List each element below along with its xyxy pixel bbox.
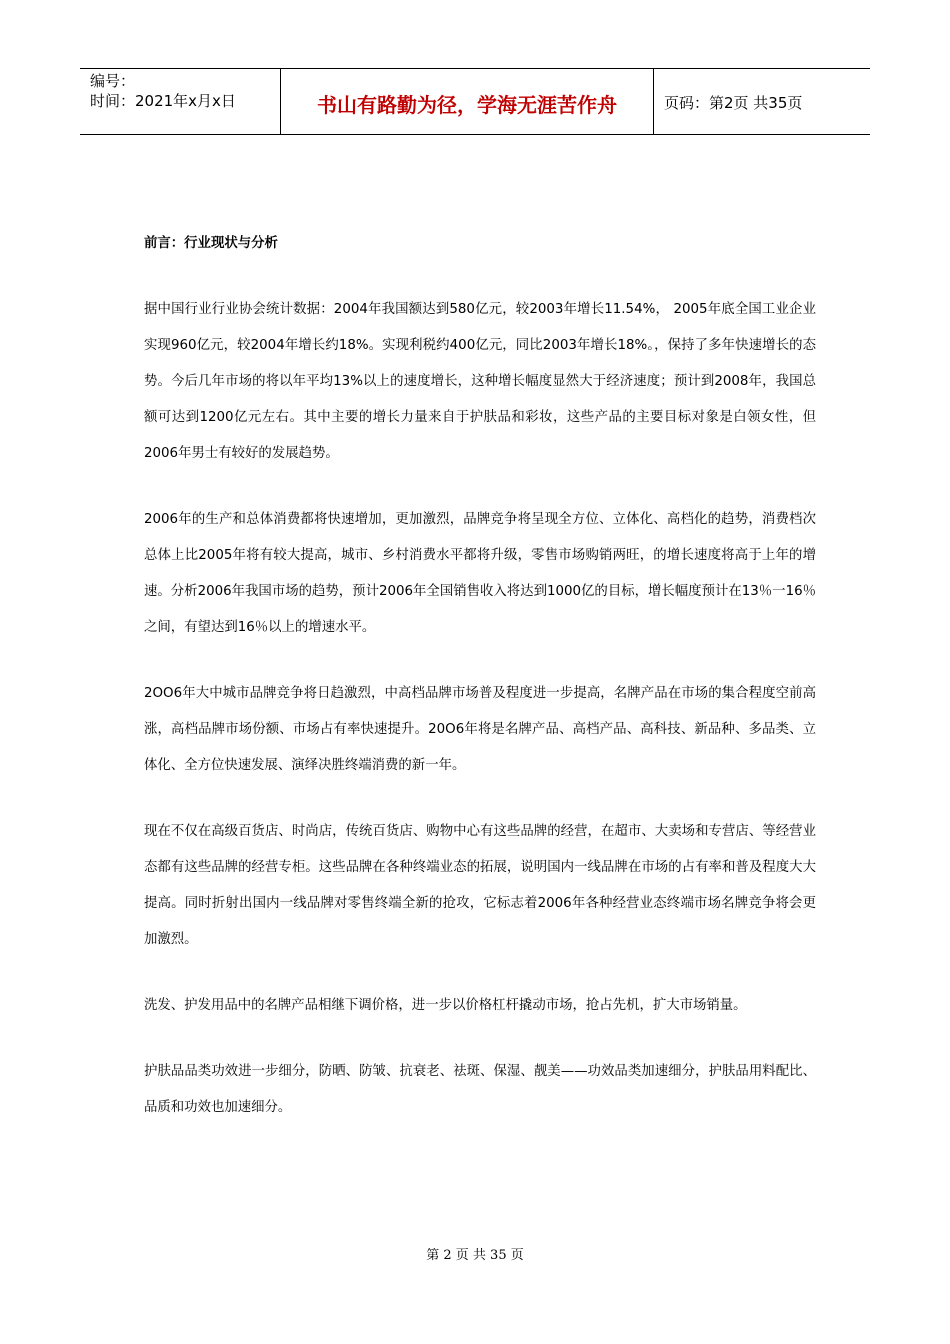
page-header	[80, 68, 870, 135]
paragraph-industry-stats: 据中国行业行业协会统计数据：2004年我国额达到580亿元，较2003年增长11.54%， 2005年底全国工业企业实现960亿元，较2004年增长约18%。实现利税约400亿元，同比2003年增长18%。，保持了多年快速增长的态势。今后几年市场的将以年平均13%以上的速度增长，这种增长幅度显然大于经济速度；预计到2008年，我国总额可达到1200亿元左右。其中主要的增长力量来自于护肤品和彩妆，这些产品的主要目标对象是白领女性，但2006年男士有较好的发展趋势。	[144, 302, 816, 461]
paragraph-skincare-segmentation: 护肤品品类功效进一步细分，防晒、防皱、抗衰老、祛斑、保湿、靓美——功效品类加速细分，护肤品用料配比、品质和功效也加速细分。	[144, 1064, 816, 1115]
paragraph-retail-channels: 现在不仅在高级百货店、时尚店，传统百货店、购物中心有这些品牌的经营，在超市、大卖场和专营店、等经营业态都有这些品牌的经营专柜。这些品牌在各种终端业态的拓展，说明国内一线品牌在市场的占有率和普及程度大大提高。同时折射出国内一线品牌对零售终端全新的抢攻，它标志着2006年各种经营业态终端市场名牌竞争将会更加激烈。	[144, 824, 816, 947]
page-footer: 第 2 页 共 35 页	[426, 1248, 524, 1263]
paragraph-2006-consumption: 2006年的生产和总体消费都将快速增加，更加激烈，品牌竞争将呈现全方位、立体化、高档化的趋势，消费档次总体上比2005年将有较大提高，城市、乡村消费水平都将升级，零售市场购销两旺，的增长速度将高于上年的增速。分析2006年我国市场的趋势，预计2006年全国销售收入将达到1000亿的目标，增长幅度预计在13％一16％之间，有望达到16％以上的增速水平。	[144, 512, 816, 635]
serial-number-label: 编号：	[90, 72, 136, 90]
date-label: 时间：2021年x月x日	[90, 92, 236, 110]
document-body	[144, 226, 816, 1156]
section-title: 前言：行业现状与分析	[144, 236, 278, 251]
header-page-info: 页码：第2页 共35页	[664, 94, 803, 112]
paragraph-brand-competition: 2OO6年大中城市品牌竞争将日趋激烈，中高档品牌市场普及程度进一步提高，名牌产品在市场的集合程度空前高涨，高档品牌市场份额、市场占有率快速提升。20O6年将是名牌产品、高档产品、高科技、新品种、多品类、立体化、全方位快速发展、演绎决胜终端消费的新一年。	[144, 686, 816, 773]
header-meta-cell	[80, 69, 281, 134]
paragraph-haircare-pricing: 洗发、护发用品中的名牌产品相继下调价格，进一步以价格杠杆撬动市场，抢占先机，扩大市场销量。	[144, 998, 747, 1013]
header-motto: 书山有路勤为径，学海无涯苦作舟	[281, 69, 654, 134]
